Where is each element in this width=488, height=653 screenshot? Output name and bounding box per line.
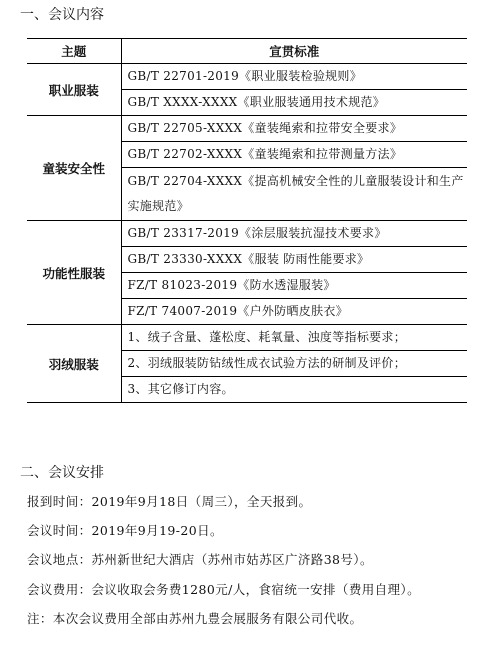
standard-cell: FZ/T 81023-2019《防水透湿服装》 bbox=[121, 273, 467, 299]
topic-cell-childrens-safety: 童装安全性 bbox=[27, 116, 121, 221]
standard-cell: GB/T 22701-2019《职业服装检验规则》 bbox=[121, 64, 467, 90]
table-row bbox=[27, 325, 467, 351]
column-header-topic: 主题 bbox=[27, 39, 121, 64]
standard-cell: GB/T 23317-2019《涂层服装抗湿技术要求》 bbox=[121, 221, 467, 247]
standard-cell: GB/T 22705-XXXX《童装绳索和拉带安全要求》 bbox=[121, 116, 467, 142]
topic-cell-functional-clothing: 功能性服装 bbox=[27, 221, 121, 325]
table-row bbox=[27, 64, 467, 90]
meeting-venue-line: 会议地点：苏州新世纪大酒店（苏州市姑苏区广济路38号）。 bbox=[27, 552, 373, 567]
topic-cell-occupational-clothing: 职业服装 bbox=[27, 64, 121, 116]
section-heading-meeting-content: 一、会议内容 bbox=[20, 7, 104, 23]
column-header-standard: 宣贯标准 bbox=[121, 39, 467, 64]
standard-cell: GB/T 22702-XXXX《童装绳索和拉带测量方法》 bbox=[121, 142, 467, 168]
standard-cell: GB/T 22704-XXXX《提高机械安全性的儿童服装设计和生产实施规范》 bbox=[121, 168, 467, 221]
note-line: 注：本次会议费用全部由苏州九豊会展服务有限公司代收。 bbox=[27, 611, 363, 626]
topic-cell-down-clothing: 羽绒服装 bbox=[27, 325, 121, 403]
meeting-time-line: 会议时间：2019年9月19-20日。 bbox=[27, 523, 223, 538]
requirement-cell: 1、绒子含量、蓬松度、耗氧量、浊度等指标要求； bbox=[121, 325, 467, 351]
standard-cell: FZ/T 74007-2019《户外防晒皮肤衣》 bbox=[121, 299, 467, 325]
section-heading-meeting-arrangement: 二、会议安排 bbox=[20, 465, 104, 481]
standard-cell: GB/T XXXX-XXXX《职业服装通用技术规范》 bbox=[121, 90, 467, 116]
table-header-row bbox=[27, 39, 467, 64]
meeting-fee-line: 会议费用：会议收取会务费1280元/人，食宿统一安排（费用自理）。 bbox=[27, 582, 420, 597]
standard-cell: GB/T 23330-XXXX《服装 防雨性能要求》 bbox=[121, 247, 467, 273]
requirement-cell: 3、其它修订内容。 bbox=[121, 377, 467, 403]
standards-table bbox=[27, 38, 467, 403]
registration-time-line: 报到时间：2019年9月18日（周三），全天报到。 bbox=[27, 494, 312, 509]
requirement-cell: 2、羽绒服装防钻绒性成衣试验方法的研制及评价； bbox=[121, 351, 467, 377]
table-row bbox=[27, 116, 467, 142]
table-row bbox=[27, 221, 467, 247]
